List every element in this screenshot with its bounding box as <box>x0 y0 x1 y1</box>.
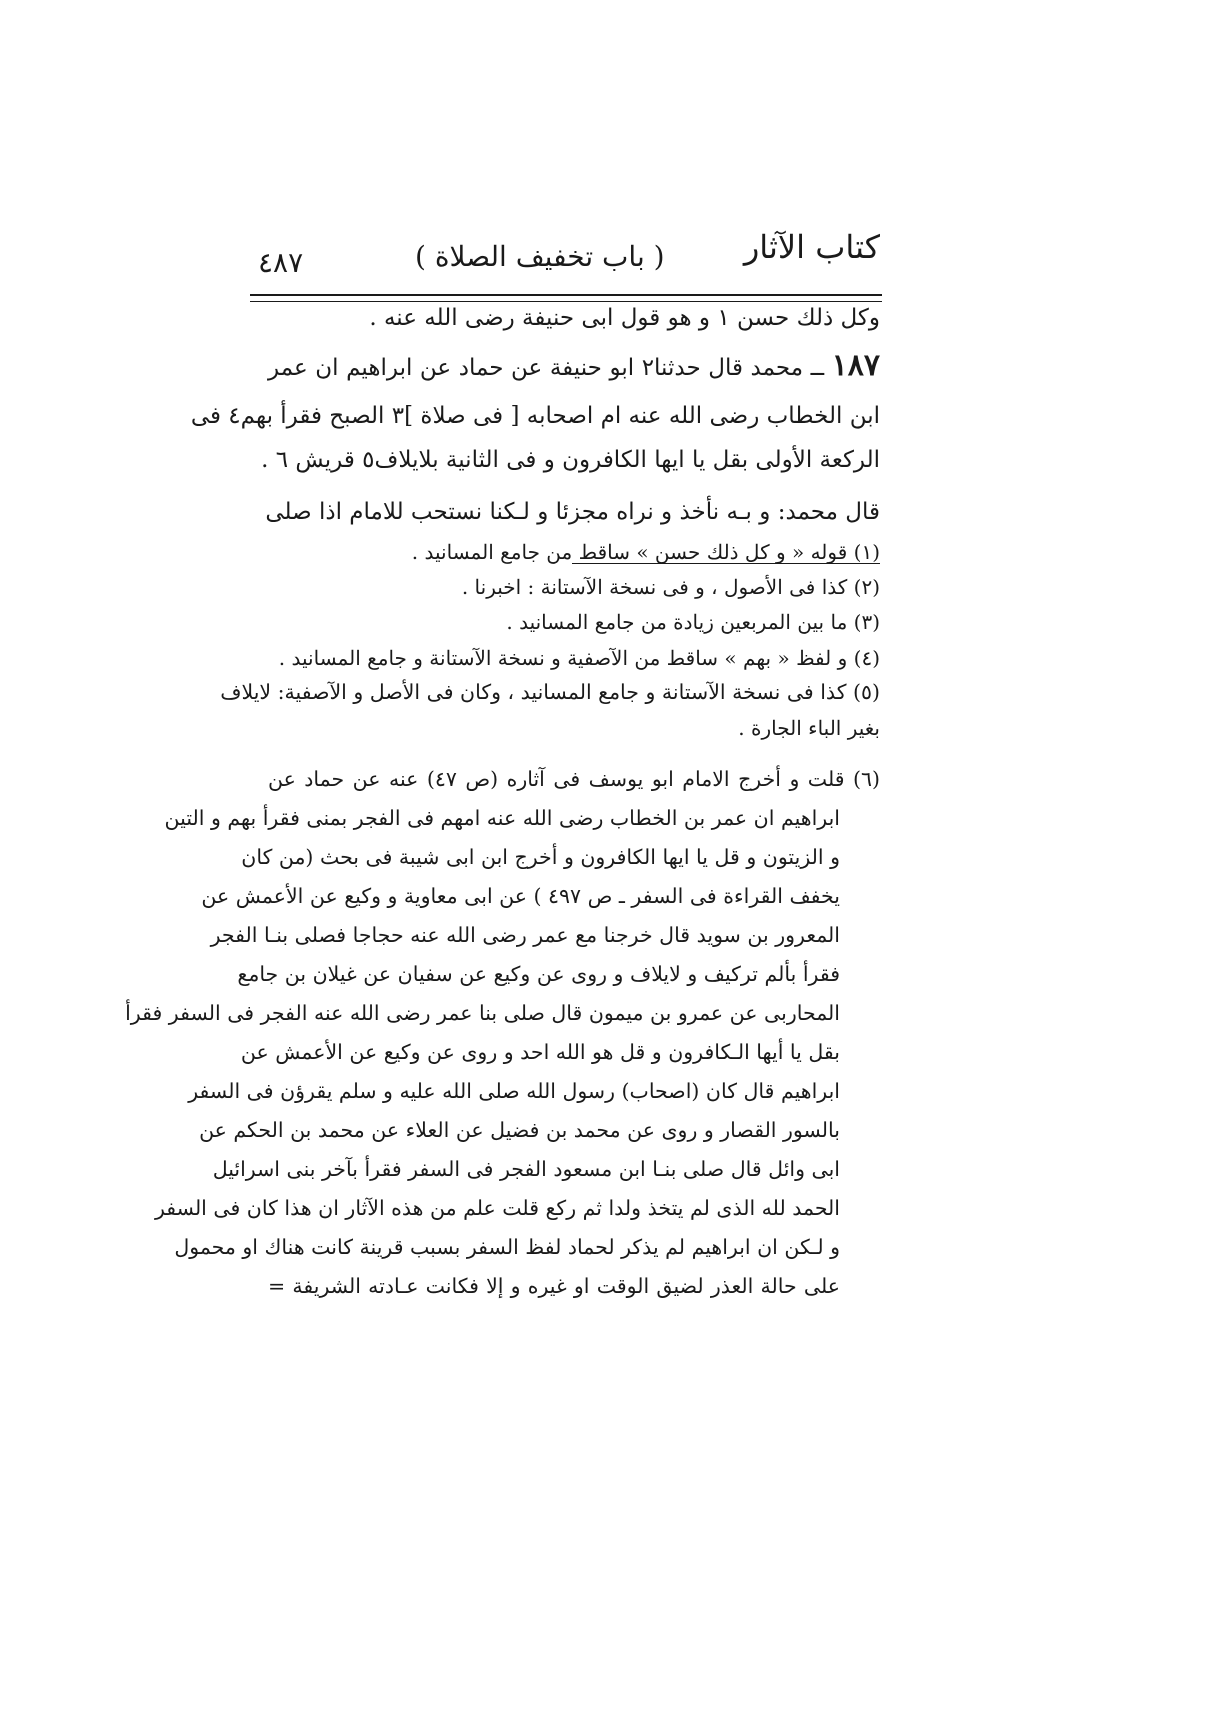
footnote-6-line-6: فقرأ بألم تركيف و لايلاف و روى عن وكيع عن سفيان عن غيلان بن جامع <box>237 962 840 986</box>
footnote-6-line-2: ابراهيم ان عمر بن الخطاب رضى الله عنه امهم فى الفجر بمنى فقرأ بهم و التين <box>164 806 840 830</box>
footnote-6-line-12: الحمد لله الذى لم يتخذ ولدا ثم ركع قلت علم من هذه الآثار ان هذا كان فى السفر <box>154 1196 840 1220</box>
footnote-6-line-7: المحاربى عن عمرو بن ميمون قال صلى بنا عمر رضى الله عنه الفجر فى السفر فقرأ <box>125 1001 840 1025</box>
book-title: كتاب الآثار <box>743 228 880 266</box>
chapter-title: ( باب تخفيف الصلاة ) <box>415 240 665 273</box>
main-line-4: الركعة الأولى بقل يا ايها الكافرون و فى الثانية بلايلاف٥ قريش ٦ . <box>261 447 880 473</box>
page-header <box>250 228 880 288</box>
footnote-6-line-14: على حالة العذر لضيق الوقت او غيره و إلا فكانت عـادته الشريفة = <box>268 1274 840 1298</box>
footnote-6-line-11: ابى وائل قال صلى بنـا ابن مسعود الفجر فى السفر فقرأ بآخر بنى اسرائيل <box>212 1157 840 1181</box>
main-line-2 <box>268 348 880 383</box>
footnote-4: (٤) و لفظ « بهم » ساقط من الآصفية و نسخة الآستانة و جامع المسانيد . <box>278 646 880 670</box>
header-rule-thin <box>250 301 882 302</box>
footnote-2: (٢) كذا فى الأصول ، و فى نسخة الآستانة : اخبرنا . <box>461 575 880 599</box>
hadith-number: ١٨٧ <box>831 348 880 383</box>
footnote-5-cont: بغير الباء الجارة . <box>738 716 880 740</box>
main-line-2-text: ــ محمد قال حدثنا٢ ابو حنيفة عن حماد عن ابراهيم ان عمر <box>268 355 825 381</box>
footnote-6-line-10: بالسور القصار و روى عن محمد بن فضيل عن العلاء عن محمد بن الحكم عن <box>199 1118 840 1142</box>
main-line-5: قال محمد: و بـه نأخذ و نراه مجزئا و لـكنا نستحب للامام اذا صلى <box>265 499 880 525</box>
footnote-6-line-3: و الزيتون و قل يا ايها الكافرون و أخرج ابن ابى شيبة فى بحث (من كان <box>241 845 840 869</box>
footnote-6-line-4: يخفف القراءة فى السفر ـ ص ٤٩٧ ) عن ابى معاوية و وكيع عن الأعمش عن <box>201 884 840 908</box>
footnote-6-line-9: ابراهيم قال كان (اصحاب) رسول الله صلى الله عليه و سلم يقرؤن فى السفر <box>188 1079 840 1103</box>
footnote-5: (٥) كذا فى نسخة الآستانة و جامع المسانيد ، وكان فى الأصل و الآصفية: لايلاف <box>220 680 880 704</box>
footnote-6-line-13: و لـكن ان ابراهيم لم يذكر لحماد لفظ السفر بسبب قرينة كانت هناك او محمول <box>174 1235 840 1259</box>
footnote-3: (٣) ما بين المربعين زيادة من جامع المسانيد . <box>506 610 880 634</box>
main-line-1: وكل ذلك حسن ١ و هو قول ابى حنيفة رضى الله عنه . <box>369 305 880 331</box>
header-rule <box>250 294 882 296</box>
main-line-3: ابن الخطاب رضى الله عنه ام اصحابه [ فى صلاة ]٣ الصبح فقرأ بهم٤ فى <box>190 403 880 429</box>
footnote-6-line-8: بقل يا أيها الـكافرون و قل هو الله احد و روى عن وكيع عن الأعمش عن <box>240 1040 840 1064</box>
footnote-6-line-1: (٦) قلت و أخرج الامام ابو يوسف فى آثاره (ص ٤٧) عنه عن حماد عن <box>268 767 881 791</box>
footnote-1: (١) قوله « و كل ذلك حسن » ساقط من جامع المسانيد . <box>411 540 880 564</box>
page-number: ٤٨٧ <box>258 246 304 279</box>
footnote-6-line-5: المعرور بن سويد قال خرجنا مع عمر رضى الله عنه حجاجا فصلى بنـا الفجر <box>210 923 840 947</box>
